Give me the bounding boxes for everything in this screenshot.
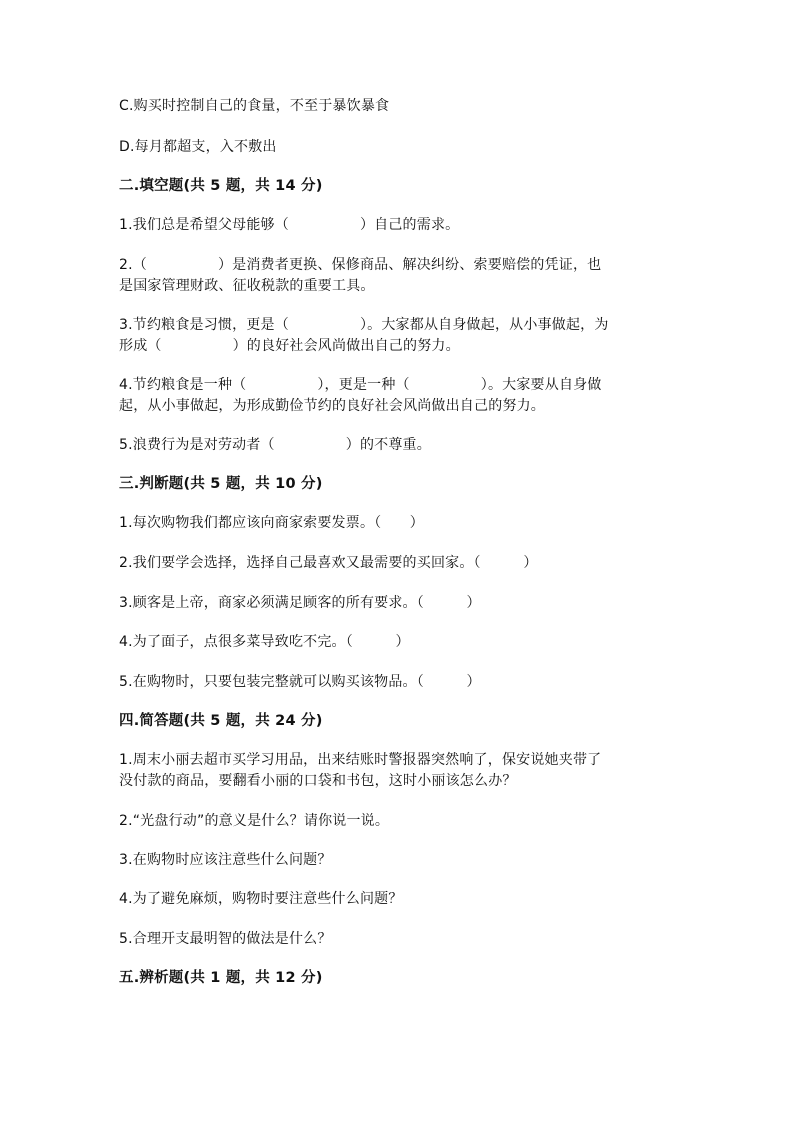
fill-question-2-line-1: 2.（ ）是消费者更换、保修商品、解决纠纷、索要赔偿的凭证，也 [119, 257, 602, 273]
fill-question-1: 1.我们总是希望父母能够（ ）自己的需求。 [119, 217, 460, 233]
judge-question-4: 4.为了面子，点很多菜导致吃不完。（ ） [119, 634, 410, 650]
fill-question-4-line-1: 4.节约粮食是一种（ ），更是一种（ ）。大家要从自身做 [119, 377, 602, 393]
option-c: C.购买时控制自己的食量，不至于暴饮暴食 [119, 98, 390, 114]
judge-question-3: 3.顾客是上帝，商家必须满足顾客的所有要求。（ ） [119, 595, 481, 611]
fill-question-3-line-2: 形成（ ）的良好社会风尚做出自己的努力。 [119, 338, 460, 354]
fill-question-4-line-2: 起，从小事做起，为形成勤俭节约的良好社会风尚做出自己的努力。 [119, 398, 545, 414]
section-4-heading: 四.简答题(共 5 题，共 24 分) [119, 713, 323, 729]
option-d: D.每月都超支，入不敷出 [119, 139, 277, 155]
section-3-heading: 三.判断题(共 5 题，共 10 分) [119, 476, 323, 492]
judge-question-1: 1.每次购物我们都应该向商家索要发票。（ ） [119, 515, 424, 531]
section-2-heading: 二.填空题(共 5 题，共 14 分) [119, 178, 323, 194]
short-answer-2: 2.“光盘行动”的意义是什么？请你说一说。 [119, 813, 390, 829]
short-answer-1-line-2: 没付款的商品，要翻看小丽的口袋和书包，这时小丽该怎么办？ [119, 773, 517, 789]
fill-question-2-line-2: 是国家管理财政、征收税款的重要工具。 [119, 278, 375, 294]
judge-question-5: 5.在购物时，只要包装完整就可以购买该物品。（ ） [119, 674, 481, 690]
judge-question-2: 2.我们要学会选择，选择自己最喜欢又最需要的买回家。（ ） [119, 555, 538, 571]
short-answer-3: 3.在购物时应该注意些什么问题？ [119, 852, 332, 868]
fill-question-3-line-1: 3.节约粮食是习惯，更是（ ）。大家都从自身做起，从小事做起，为 [119, 317, 609, 333]
short-answer-1-line-1: 1.周末小丽去超市买学习用品，出来结账时警报器突然响了，保安说她夹带了 [119, 752, 602, 768]
short-answer-4: 4.为了避免麻烦，购物时要注意些什么问题？ [119, 891, 403, 907]
fill-question-5: 5.浪费行为是对劳动者（ ）的不尊重。 [119, 437, 431, 453]
short-answer-5: 5.合理开支最明智的做法是什么？ [119, 931, 332, 947]
section-5-heading: 五.辨析题(共 1 题，共 12 分) [119, 970, 323, 986]
